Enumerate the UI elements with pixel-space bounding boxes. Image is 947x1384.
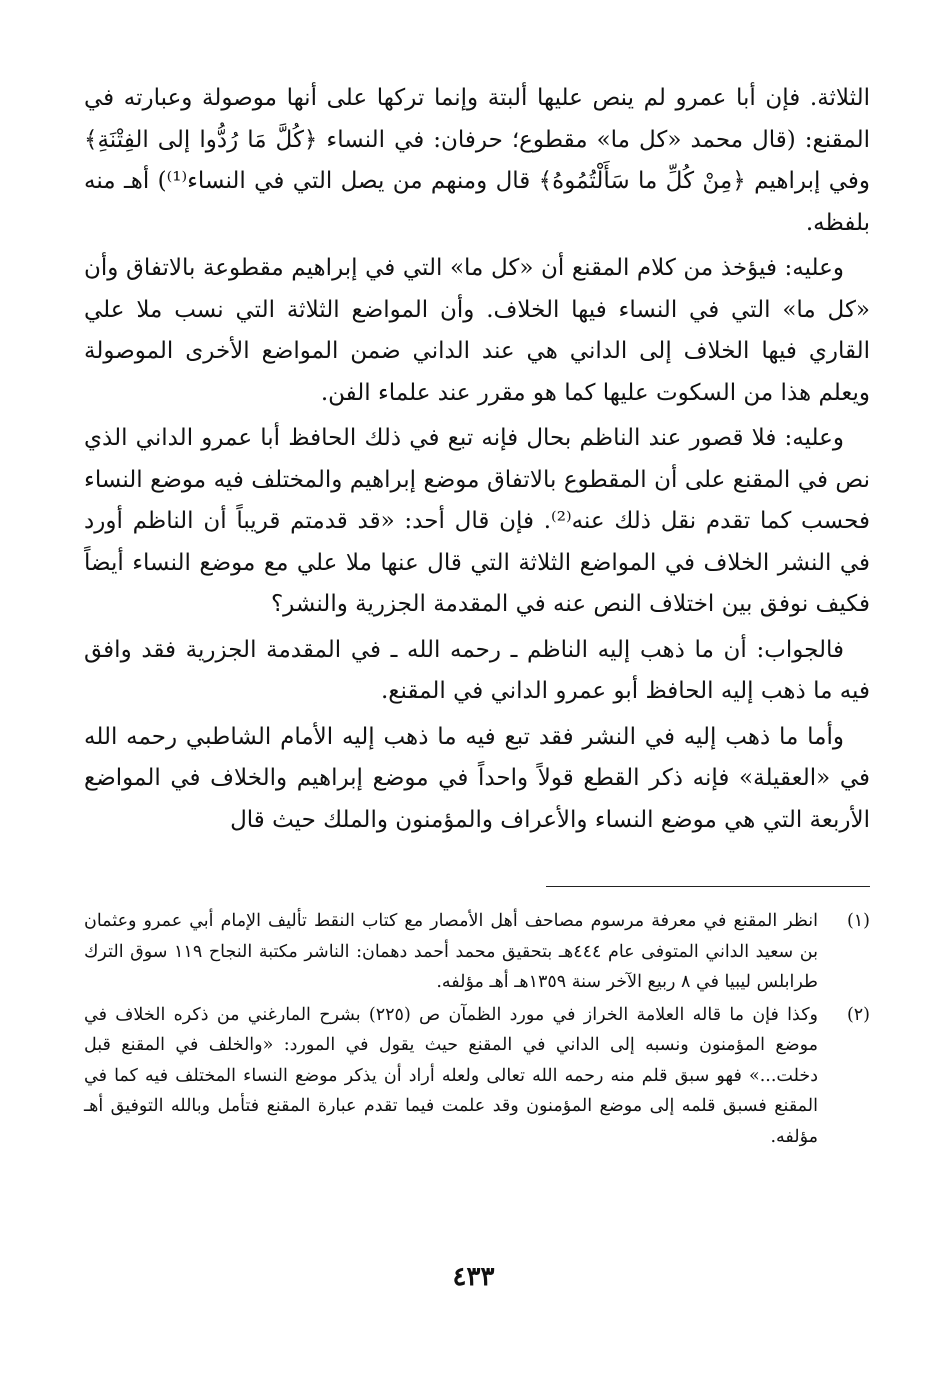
- footnote-text: وكذا فإن ما قاله العلامة الخراز في مورد الظمآن ص (٢٢٥) بشرح المارغني من ذكره الخلاف في موضع المؤمنون ونسبه إلى الداني في المقنع حيث يقول في المورد: «والخلف في المقنع قبل دخلت...» فهو سبق قلم منه رحمه الله تعالى ولعله أراد أن يذكر موضع النساء المختلف فيه كما في المقنع فسبق قلمه إلى موضع المؤمنون وقد علمت فيما تقدم عبارة المقنع فتأمل وبالله التوفيق أهـ مؤلفه.: [84, 1004, 818, 1147]
- footnotes: [84, 906, 870, 1154]
- footnote-number: (١): [846, 911, 870, 931]
- footnote-divider: [546, 886, 870, 887]
- footnote-number: (٢): [846, 1004, 870, 1025]
- paragraph: وعليه: فلا قصور عند الناظم بحال فإنه تبع في ذلك الحافظ أبا عمرو الداني الذي نص في المقنع على أن المقطوع بالاتفاق موضع إبراهيم والمختلف فيه موضع النساء فحسب كما تقدم نقل ذلك عنه⁽²⁾. فإن قال أحد: «قد قدمتم قريباً أن الناظم أورد في النشر الخلاف في المواضع الثلاثة التي قال عنها ملا علي مع موضع النساء أيضاً فكيف نوفق بين اختلاف النص عنه في المقدمة الجزرية والنشر؟: [84, 425, 870, 617]
- paragraph: وعليه: فيؤخذ من كلام المقنع أن «كل ما» التي في إبراهيم مقطوعة بالاتفاق وأن «كل ما» التي في النساء فيها الخلاف. وأن المواضع الثلاثة التي نسب ملا علي القاري فيها الخلاف إلى الداني هي عند الداني ضمن المواضع الأخرى الموصولة ويعلم هذا من السكوت عليها كما هو مقرر عند علماء الفن.: [84, 255, 870, 406]
- footnote: [84, 1000, 870, 1153]
- paragraph: الثلاثة. فإن أبا عمرو لم ينص عليها ألبتة وإنما تركها على أنها موصولة وعبارته في المقنع: (قال محمد «كل ما» مقطوع؛ حرفان: في النساء ﴿كُلَّ مَا رُدُّوا إلى الفِتْنَةِ﴾ وفي إبراهيم ﴿مِنْ كُلِّ ما سَأَلْتُمُوهُ﴾ قال ومنهم من يصل التي في النساء⁽¹⁾) أهـ منه بلفظه.: [84, 85, 871, 236]
- footnote: [84, 906, 870, 998]
- footnote-text: انظر المقنع في معرفة مرسوم مصاحف أهل الأمصار مع كتاب النقط تأليف الإمام أبي عمرو وعثمان بن سعيد الداني المتوفى عام ٤٤٤هـ بتحقيق محمد أحمد دهمان: الناشر مكتبة النجاح ١١٩ سوق الترك طرابلس ليبيا في ٨ ربيع الآخر سنة ١٣٥٩هـ أهـ مؤلفه.: [84, 911, 819, 992]
- paragraph: وأما ما ذهب إليه في النشر فقد تبع فيه ما ذهب إليه الأمام الشاطبي رحمه الله في «العقيلة» فإنه ذكر القطع قولاً واحداً في موضع إبراهيم والخلاف في المواضع الأربعة التي هي موضع النساء والأعراف والمؤمنون والملك حيث قال: [84, 723, 870, 833]
- page-number: ٤٣٣: [452, 1262, 495, 1292]
- paragraph: فالجواب: أن ما ذهب إليه الناظم ـ رحمه الله ـ في المقدمة الجزرية فقد وافق فيه ما ذهب إليه الحافظ أبو عمرو الداني في المقنع.: [84, 636, 870, 704]
- page: [84, 78, 871, 1147]
- main-text: [84, 78, 870, 841]
